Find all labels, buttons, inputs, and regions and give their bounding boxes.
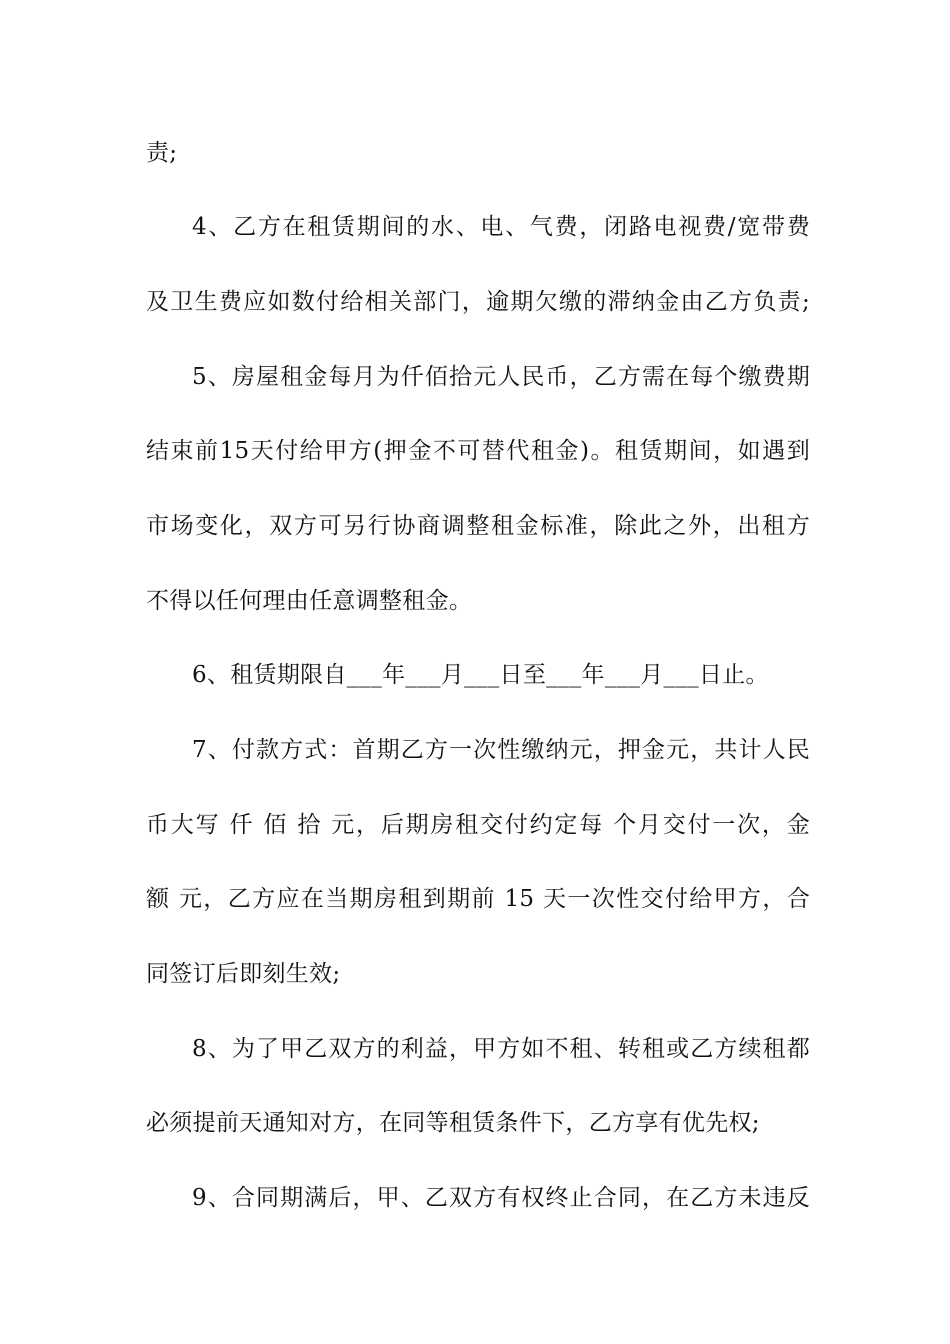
clause-4-line-2: 及卫生费应如数付给相关部门，逾期欠缴的滞纳金由乙方负责; (146, 289, 810, 315)
clause-5-line-3: 市场变化，双方可另行协商调整租金标准，除此之外，出租方 (146, 513, 810, 539)
clause-7-line-4: 同签订后即刻生效; (146, 961, 341, 987)
clause-7-line-3: 额 元，乙方应在当期房租到期前 15 天一次性交付给甲方，合 (146, 886, 810, 912)
clause-9-line-1: 9、合同期满后，甲、乙双方有权终止合同，在乙方未违反 (192, 1185, 810, 1211)
clause-8-line-2: 必须提前天通知对方，在同等租赁条件下，乙方享有优先权; (146, 1110, 760, 1136)
clause-7-line-2: 币大写 仟 佰 拾 元，后期房租交付约定每 个月交付一次，金 (146, 812, 810, 838)
clause-7-line-1: 7、付款方式：首期乙方一次性缴纳元，押金元，共计人民 (192, 737, 810, 763)
clause-5-line-2: 结束前15天付给甲方(押金不可替代租金)。租赁期间，如遇到 (146, 438, 810, 464)
clause-4-line-1: 4、乙方在租赁期间的水、电、气费，闭路电视费/宽带费 (192, 214, 810, 240)
clause-6-line-1: 6、租赁期限自___年___月___日至___年___月___日止。 (192, 662, 769, 688)
clause-8-line-1: 8、为了甲乙双方的利益，甲方如不租、转租或乙方续租都 (192, 1036, 810, 1062)
clause-5-line-4: 不得以任何理由任意调整租金。 (146, 588, 473, 614)
clause-5-line-1: 5、房屋租金每月为仟佰拾元人民币，乙方需在每个缴费期 (192, 364, 810, 390)
text-line: 责; (146, 140, 178, 166)
